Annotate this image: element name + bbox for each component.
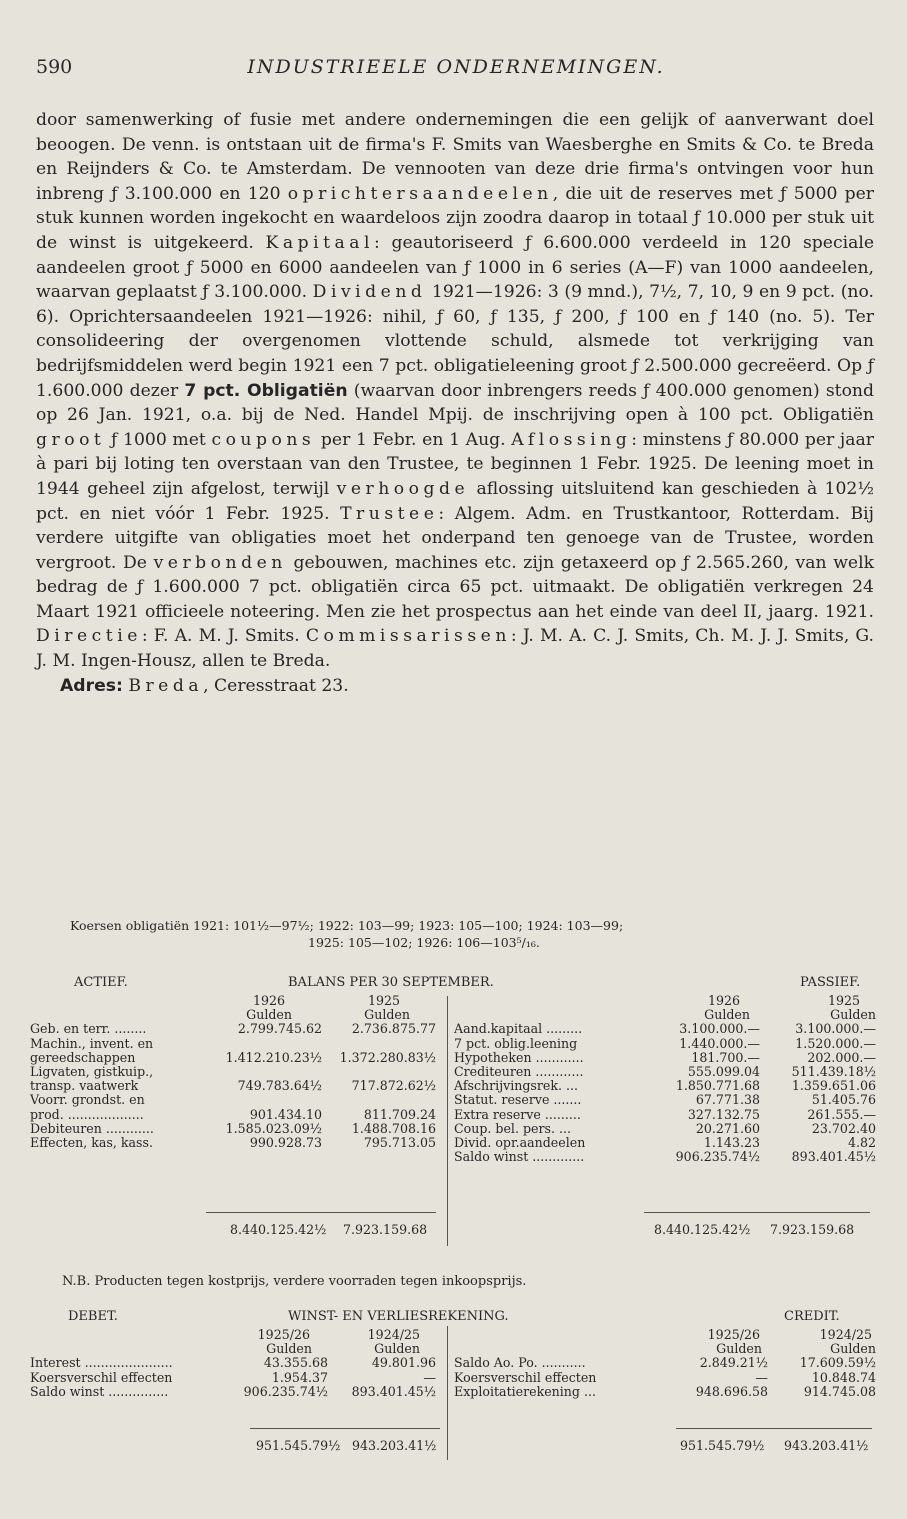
row-value-current: — (755, 1369, 768, 1385)
row-value-current: 948.696.58 (695, 1383, 768, 1399)
row-label: Machin., invent. en (30, 1035, 154, 1051)
actief-total-rule (206, 1212, 436, 1213)
row-value-previous: 914.745.08 (803, 1383, 876, 1399)
pl-title: WINST- EN VERLIESREKENING. (288, 1309, 509, 1324)
row-value-previous: 4.82 (847, 1134, 876, 1150)
table-row (454, 1065, 880, 1079)
row-label: Interest ...................... (30, 1355, 173, 1371)
table-row (454, 1150, 880, 1164)
actief-total-1925: 7.923.159.68 (343, 1222, 428, 1237)
row-value-current: 1.440.000.— (679, 1035, 760, 1051)
credit-total-rule (676, 1428, 872, 1429)
table-row (454, 1022, 880, 1036)
table-row (454, 1108, 880, 1122)
row-label: Statut. reserve ....... (454, 1092, 582, 1108)
balance-divider (447, 996, 448, 1246)
credit-column: 1925/26 1924/25 Gulden Gulden Saldo Ao. Po. ........... 2.849.21½ 17.609.59½ Koersverschil effecten — 10.848.74 Exploitatierekening ... 948.696.58 914.745.08 (454, 1328, 880, 1399)
address-place: Breda (128, 675, 204, 696)
profit-loss-account (30, 1310, 880, 1418)
row-label: Crediteuren ............ (454, 1063, 584, 1079)
row-value-previous: 795.713.05 (363, 1134, 436, 1150)
row-value-current: 906.235.74½ (243, 1383, 328, 1399)
table-row (454, 1371, 880, 1385)
table-row (30, 1136, 440, 1150)
row-value-current: 67.771.38 (695, 1092, 760, 1108)
row-value-current: 906.235.74½ (675, 1149, 760, 1165)
debet-total-1: 951.545.79½ (256, 1438, 341, 1453)
table-row (30, 1022, 440, 1036)
row-label: 7 pct. oblig.leening (454, 1035, 578, 1051)
balance-right-title: PASSIEF. (800, 975, 861, 990)
address-street: , Ceresstraat 23. (203, 675, 349, 696)
table-row (454, 1079, 880, 1093)
row-value-current: 749.783.64½ (237, 1078, 322, 1094)
table-row (454, 1356, 880, 1370)
row-label: Afschrijvingsrek. ... (454, 1078, 579, 1094)
row-label: Coup. bel. pers. ... (454, 1120, 571, 1136)
row-value-current: 990.928.73 (249, 1134, 322, 1150)
row-label: Hypotheken ............ (454, 1049, 584, 1065)
actief-column: 1926 1925 Gulden Gulden Geb. en terr. ........ 2.799.745.62 2.736.875.77 Machin., invent. en gereedschappen 1.412.210.23½ 1.372.280.83½ Ligvaten, gistkuip., transp. vaatwerk 749.783.64½ 717.872.62½ Voorr. grondst. en prod. ................... 901.434.10 811.709.24 Debiteuren ............ 1.585.023.09½ 1.488.708.16 Effecten, kas, kass. 990.928.73 795.713.05 (30, 994, 440, 1150)
row-value-previous: 893.401.45½ (791, 1149, 876, 1165)
row-label: prod. ................... (30, 1106, 144, 1122)
row-value-previous: 1.488.708.16 (351, 1120, 436, 1136)
row-value-current: 43.355.68 (263, 1355, 328, 1371)
row-value-current: 181.700.— (691, 1049, 760, 1065)
table-row (454, 1051, 880, 1065)
row-label: Debiteuren ............ (30, 1120, 154, 1136)
row-value-current: 1.143.23 (703, 1134, 760, 1150)
address-label: Adres: (60, 675, 123, 696)
table-row (30, 1385, 440, 1399)
row-value-previous: 717.872.62½ (351, 1078, 436, 1094)
balance-sheet (30, 976, 880, 1234)
row-value-previous: 3.100.000.— (795, 1021, 876, 1037)
row-label: Koersverschil effecten (30, 1369, 173, 1385)
row-value-current: 20.271.60 (695, 1120, 760, 1136)
credit-total-2: 943.203.41½ (784, 1438, 869, 1453)
debet-total-2: 943.203.41½ (352, 1438, 437, 1453)
row-value-current: 2.849.21½ (699, 1355, 768, 1371)
row-label: Saldo winst ............... (30, 1383, 169, 1399)
bond-heading: 7 pct. Obligatiën (184, 380, 348, 401)
row-value-previous: 1.520.000.— (795, 1035, 876, 1051)
bond-quotes: Koersen obligatiën 1921: 101½—97½; 1922: 103—99; 1923: 105—100; 1924: 103—99; 1925: 105—102; 1926: 106—103⁵/₁₆. (70, 918, 624, 950)
row-label: Geb. en terr. ........ (30, 1021, 147, 1037)
row-value-current: 1.954.37 (271, 1369, 328, 1385)
row-value-previous: 17.609.59½ (799, 1355, 876, 1371)
table-row (30, 1065, 440, 1079)
row-label: Koersverschil effecten (454, 1369, 597, 1385)
row-value-current: 901.434.10 (249, 1106, 322, 1122)
pl-divider (447, 1326, 448, 1460)
row-label: Exploitatierekening ... (454, 1383, 596, 1399)
credit-total-1: 951.545.79½ (680, 1438, 765, 1453)
table-row (454, 1122, 880, 1136)
row-label: transp. vaatwerk (30, 1078, 139, 1094)
balance-title: BALANS PER 30 SEPTEMBER. (288, 975, 494, 990)
row-value-current: 2.799.745.62 (237, 1021, 322, 1037)
passief-total-1925: 7.923.159.68 (770, 1222, 855, 1237)
row-value-previous: 511.439.18½ (791, 1063, 876, 1079)
table-row (30, 1037, 440, 1051)
pl-right-title: CREDIT. (784, 1309, 840, 1324)
row-label: Divid. opr.aandeelen (454, 1134, 586, 1150)
row-label: Aand.kapitaal ......... (454, 1021, 583, 1037)
table-row (30, 1093, 440, 1107)
company-description: door samenwerking of fusie met andere ondernemingen die een gelijk of aanverwant doel beoogen. De venn. is ontstaan uit de firma's F. Smits van Waesberghe en Smits & Co. te Breda en Reijnders & Co. te Amsterdam. De vennooten van deze drie firma's ontvingen voor hun inbreng ƒ 3.100.000 en 120 oprichtersaandeelen, die uit de reserves met ƒ 5000 per stuk kunnen worden ingekocht en waardeloos zijn zoodra daarop in totaal ƒ 10.000 per stuk uit de winst is uitgekeerd. Kapitaal: geautoriseerd ƒ 6.600.000 verdeeld in 120 speciale aandeelen groot ƒ 5000 en 6000 aandeelen van ƒ 1000 in 6 series (A—F) van 1000 aandeelen, waarvan geplaatst ƒ 3.100.000. Dividend 1921—1926: 3 (9 mnd.), 7½, 7, 10, 9 en 9 pct. (no. 6). Oprichtersaandeelen 1921—1926: nihil, ƒ 60, ƒ 135, ƒ 200, ƒ 100 en ƒ 140 (no. 5). Ter consolideering der overgenomen vlottende schuld, alsmede tot verkrijging van bedrijfsmiddelen werd begin 1921 een 7 pct. obligatieleening groot ƒ 2.500.000 gecreëerd. Op ƒ 1.600.000 dezer 7 pct. Obligatiën (waarvan door inbrengers reeds ƒ 400.000 genomen) stond op 26 Jan. 1921, o.a. bij de Ned. Handel Mpij. de inschrijving open à 100 pct. Obligatiën groot ƒ 1000 met coupons per 1 Febr. en 1 Aug. Aflossing: minstens ƒ 80.000 per jaar à pari bij loting ten overstaan van den Trustee, te beginnen 1 Febr. 1925. De leening moet in 1944 geheel zijn afgelost, terwijl verhoogde aflossing uitsluitend kan geschieden à 102½ pct. en niet vóór 1 Febr. 1925. Trustee: Algem. Adm. en Trustkantoor, Rotterdam. Bij verdere uitgifte van obligaties moet het onderpand ten genoege van de Trustee, worden vergroot. De verbonden gebouwen, machines etc. zijn getaxeerd op ƒ 2.565.260, van welk bedrag de ƒ 1.600.000 7 pct. obligatiën circa 65 pct. uitmaakt. De obligatiën verkregen 24 Maart 1921 officieele noteering. Men zie het prospectus aan het einde van deel II, jaarg. 1921. Directie: F. A. M. J. Smits. Commissarissen: J. M. A. C. J. Smits, Ch. M. J. J. Smits, G. J. M. Ingen-Housz, allen te Breda. Adres: Breda, Ceresstraat 23. (36, 110, 875, 696)
row-value-previous: 1.359.651.06 (791, 1078, 876, 1094)
running-title: INDUSTRIEELE ONDERNEMINGEN. (247, 56, 665, 78)
table-row (30, 1356, 440, 1370)
table-row (30, 1051, 440, 1065)
row-value-previous: 202.000.— (807, 1049, 876, 1065)
page-header (36, 56, 876, 86)
row-value-previous: 10.848.74 (811, 1369, 876, 1385)
debet-total-rule (250, 1428, 440, 1429)
row-value-previous: 261.555.— (807, 1106, 876, 1122)
row-label: Ligvaten, gistkuip., (30, 1063, 154, 1079)
row-label: Saldo winst ............. (454, 1149, 585, 1165)
row-value-current: 1.850.771.68 (675, 1078, 760, 1094)
debet-column: 1925/26 1924/25 Gulden Gulden Interest ...................... 43.355.68 49.801.96 Koersverschil effecten 1.954.37 — Saldo winst ............... 906.235.74½ 893.401.45½ (30, 1328, 440, 1399)
row-label: Extra reserve ......... (454, 1106, 581, 1122)
row-value-previous: 51.405.76 (811, 1092, 876, 1108)
row-label: Effecten, kas, kass. (30, 1134, 153, 1150)
table-row (30, 1371, 440, 1385)
row-label: Voorr. grondst. en (30, 1092, 145, 1108)
row-value-previous: — (423, 1369, 436, 1385)
table-row (30, 1108, 440, 1122)
table-row (30, 1079, 440, 1093)
nb-note: N.B. Producten tegen kostprijs, verdere voorraden tegen inkoopsprijs. (62, 1274, 527, 1289)
table-row (454, 1136, 880, 1150)
row-value-previous: 893.401.45½ (351, 1383, 436, 1399)
row-value-previous: 811.709.24 (363, 1106, 436, 1122)
row-value-previous: 1.372.280.83½ (339, 1049, 436, 1065)
pl-left-title: DEBET. (68, 1309, 118, 1324)
page-number: 590 (36, 56, 73, 78)
table-row (454, 1093, 880, 1107)
row-value-current: 1.585.023.09½ (225, 1120, 322, 1136)
row-label: gereedschappen (30, 1049, 136, 1065)
table-row (454, 1037, 880, 1051)
row-label: Saldo Ao. Po. ........... (454, 1355, 586, 1371)
table-row (454, 1385, 880, 1399)
table-row (30, 1122, 440, 1136)
passief-total-rule (644, 1212, 870, 1213)
row-value-current: 1.412.210.23½ (225, 1049, 322, 1065)
row-value-current: 327.132.75 (687, 1106, 760, 1122)
passief-column: 1926 1925 Gulden Gulden Aand.kapitaal ......... 3.100.000.— 3.100.000.— 7 pct. oblig.leening 1.440.000.— 1.520.000.— Hypotheken ............ 181.700.— 202.000.— Crediteuren ............ 555.099.04 511.439.18½ Afschrijvingsrek. ... 1.850.771.68 1.359.651.06 Statut. reserve ....... 67.771.38 51.405.76 Extra reserve ......... 327.132.75 261.555.— Coup. bel. pers. ... 20.271.60 23.702.40 Divid. opr.aandeelen 1.143.23 4.82 Saldo winst ............. 906.235.74½ 893.401.45½ (454, 994, 880, 1164)
balance-left-title: ACTIEF. (74, 975, 128, 990)
row-value-previous: 23.702.40 (811, 1120, 876, 1136)
row-value-previous: 2.736.875.77 (351, 1021, 436, 1037)
actief-total-1926: 8.440.125.42½ (230, 1222, 327, 1237)
passief-total-1926: 8.440.125.42½ (654, 1222, 751, 1237)
row-value-current: 3.100.000.— (679, 1021, 760, 1037)
row-value-previous: 49.801.96 (371, 1355, 436, 1371)
row-value-current: 555.099.04 (687, 1063, 760, 1079)
